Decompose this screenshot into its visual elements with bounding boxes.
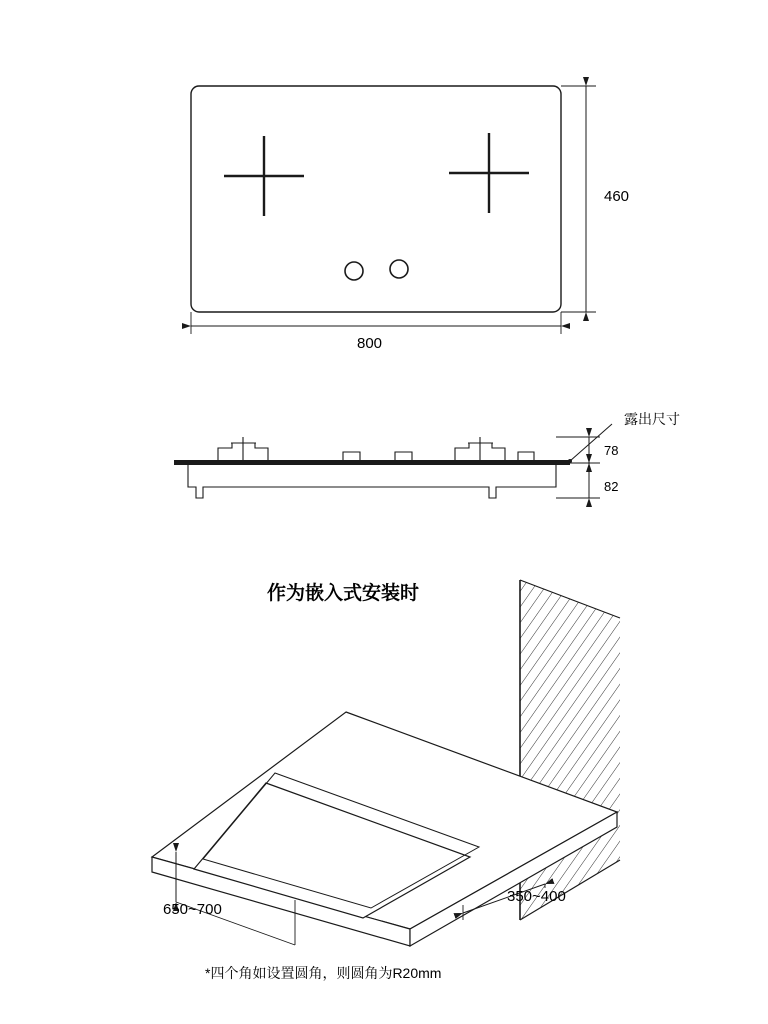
- cooktop-outline: [191, 86, 561, 312]
- dim-label-below-counter: 82: [604, 479, 619, 494]
- dim-label-depth: 460: [604, 188, 630, 205]
- side-view-group: [174, 424, 612, 498]
- top-view-group: [191, 86, 596, 334]
- dim-label-side-clearance: 350~400: [507, 888, 566, 905]
- footnote-corner-radius: *四个角如设置圆角，则圆角为R20mm: [205, 965, 442, 981]
- cooktop-body-profile: [188, 463, 556, 498]
- burner-profiles: [218, 437, 534, 460]
- knob-left-icon: [345, 262, 363, 280]
- label-exposed-dimension: 露出尺寸: [624, 411, 680, 427]
- cooktop-top-plate: [174, 460, 570, 465]
- dim-label-width: 800: [357, 335, 383, 352]
- leader-dot-exposed: [568, 459, 572, 463]
- knob-right-icon: [390, 260, 408, 278]
- section-title-embedded-install: 作为嵌入式安装时: [267, 583, 420, 604]
- dim-label-above-counter: 78: [604, 443, 619, 458]
- dim-label-front-clearance: 650~700: [163, 901, 222, 918]
